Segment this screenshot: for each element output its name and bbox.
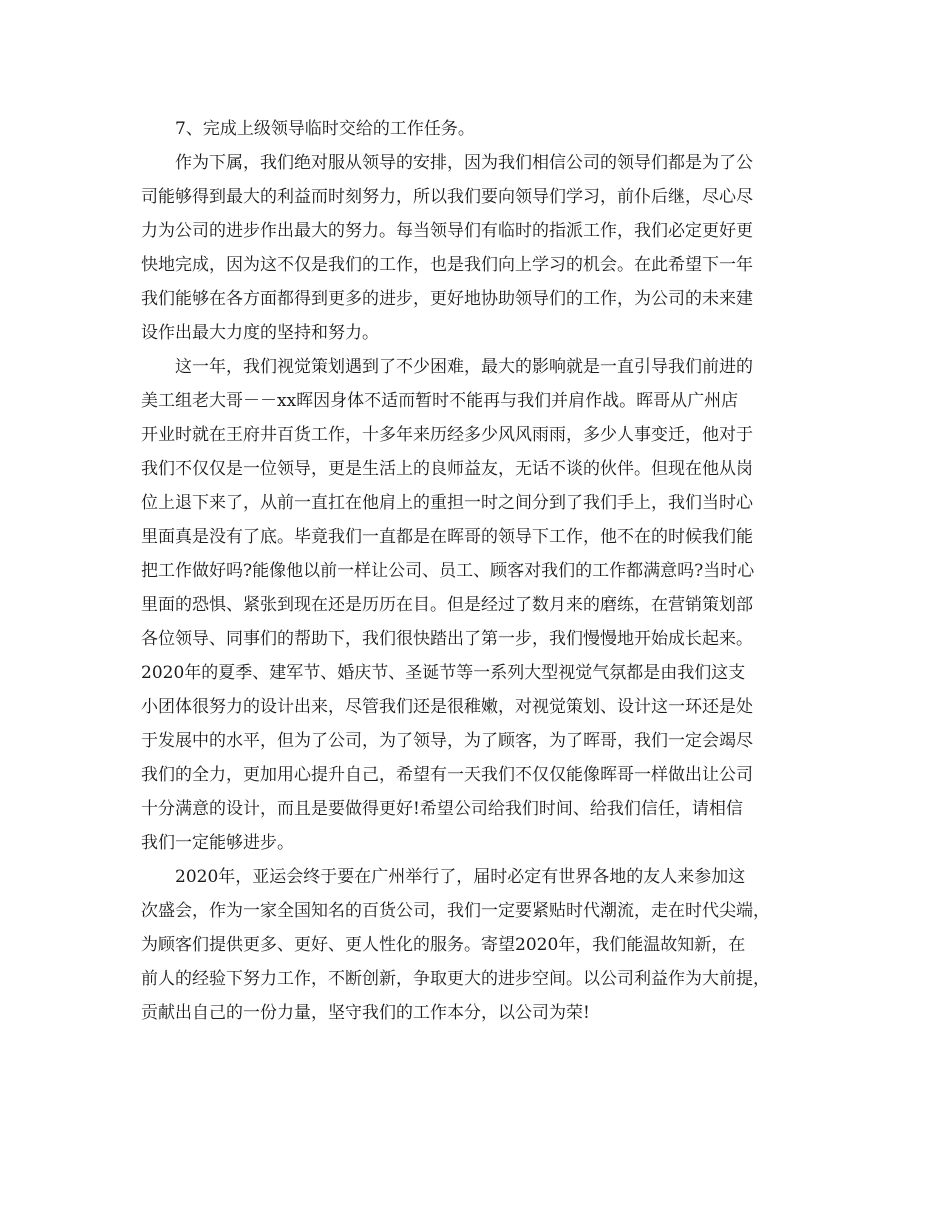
text-line: 前人的经验下努力工作，不断创新，争取更大的进步空间。以公司利益作为大前提， — [141, 969, 770, 989]
text-line: 美工组老大哥－－xx晖因身体不适而暂时不能再与我们并肩作战。晖哥从广州店 — [141, 391, 739, 411]
text-line: 我们不仅仅是一位领导，更是生活上的良师益友，无话不谈的伙伴。但现在他从岗 — [141, 459, 753, 479]
text-line: 我们的全力，更加用心提升自己，希望有一天我们不仅仅能像晖哥一样做出让公司 — [141, 765, 753, 785]
text-line: 十分满意的设计，而且是要做得更好!希望公司给我们时间、给我们信任，请相信 — [141, 799, 743, 819]
text-line: 里面的恐惧、紧张到现在还是历历在目。但是经过了数月来的磨练，在营销策划部 — [141, 595, 753, 615]
text-line: 于发展中的水平，但为了公司，为了领导，为了顾客，为了晖哥，我们一定会竭尽 — [141, 731, 753, 751]
text-line: 我们一定能够进步。 — [141, 833, 294, 853]
text-line: 把工作做好吗?能像他以前一样让公司、员工、顾客对我们的工作都满意吗?当时心 — [141, 561, 755, 581]
text-line: 里面真是没有了底。毕竟我们一直都是在晖哥的领导下工作，他不在的时候我们能 — [141, 527, 753, 547]
text-line: 设作出最大力度的坚持和努力。 — [141, 323, 379, 343]
paragraph-this-year — [141, 350, 813, 860]
text-line: 作为下属，我们绝对服从领导的安排，因为我们相信公司的领导们都是为了公 — [175, 153, 753, 173]
text-line: 司能够得到最大的利益而时刻努力，所以我们要向领导们学习，前仆后继，尽心尽 — [141, 187, 753, 207]
paragraph-task-7 — [141, 112, 813, 146]
text-line: 2020年的夏季、建军节、婚庆节、圣诞节等一系列大型视觉气氛都是由我们这支 — [141, 663, 746, 683]
text-line: 这一年，我们视觉策划遇到了不少困难，最大的影响就是一直引导我们前进的 — [175, 357, 753, 377]
text-line: 位上退下来了，从前一直扛在他肩上的重担一时之间分到了我们手上，我们当时心 — [141, 493, 753, 513]
text-line: 7、完成上级领导临时交给的工作任务。 — [175, 119, 475, 139]
text-line: 开业时就在王府井百货工作，十多年来历经多少风风雨雨，多少人事变迁，他对于 — [141, 425, 753, 445]
text-line: 小团体很努力的设计出来，尽管我们还是很稚嫩，对视觉策划、设计这一环还是处 — [141, 697, 753, 717]
text-line: 快地完成，因为这不仅是我们的工作，也是我们向上学习的机会。在此希望下一年 — [141, 255, 753, 275]
text-line: 为顾客们提供更多、更好、更人性化的服务。寄望2020年，我们能温故知新，在 — [141, 935, 746, 955]
paragraph-obey-leadership — [141, 146, 813, 350]
text-line: 力为公司的进步作出最大的努力。每当领导们有临时的指派工作，我们必定更好更 — [141, 221, 753, 241]
text-line: 2020年，亚运会终于要在广州举行了，届时必定有世界各地的友人来参加这 — [175, 867, 746, 887]
document-body — [141, 112, 813, 1030]
text-line: 贡献出自己的一份力量，坚守我们的工作本分，以公司为荣! — [141, 1003, 590, 1023]
text-line: 我们能够在各方面都得到更多的进步，更好地协助领导们的工作，为公司的未来建 — [141, 289, 753, 309]
text-line: 各位领导、同事们的帮助下，我们很快踏出了第一步，我们慢慢地开始成长起来。 — [141, 629, 753, 649]
text-line: 次盛会，作为一家全国知名的百货公司，我们一定要紧贴时代潮流，走在时代尖端， — [141, 901, 770, 921]
paragraph-asian-games — [141, 860, 813, 1030]
